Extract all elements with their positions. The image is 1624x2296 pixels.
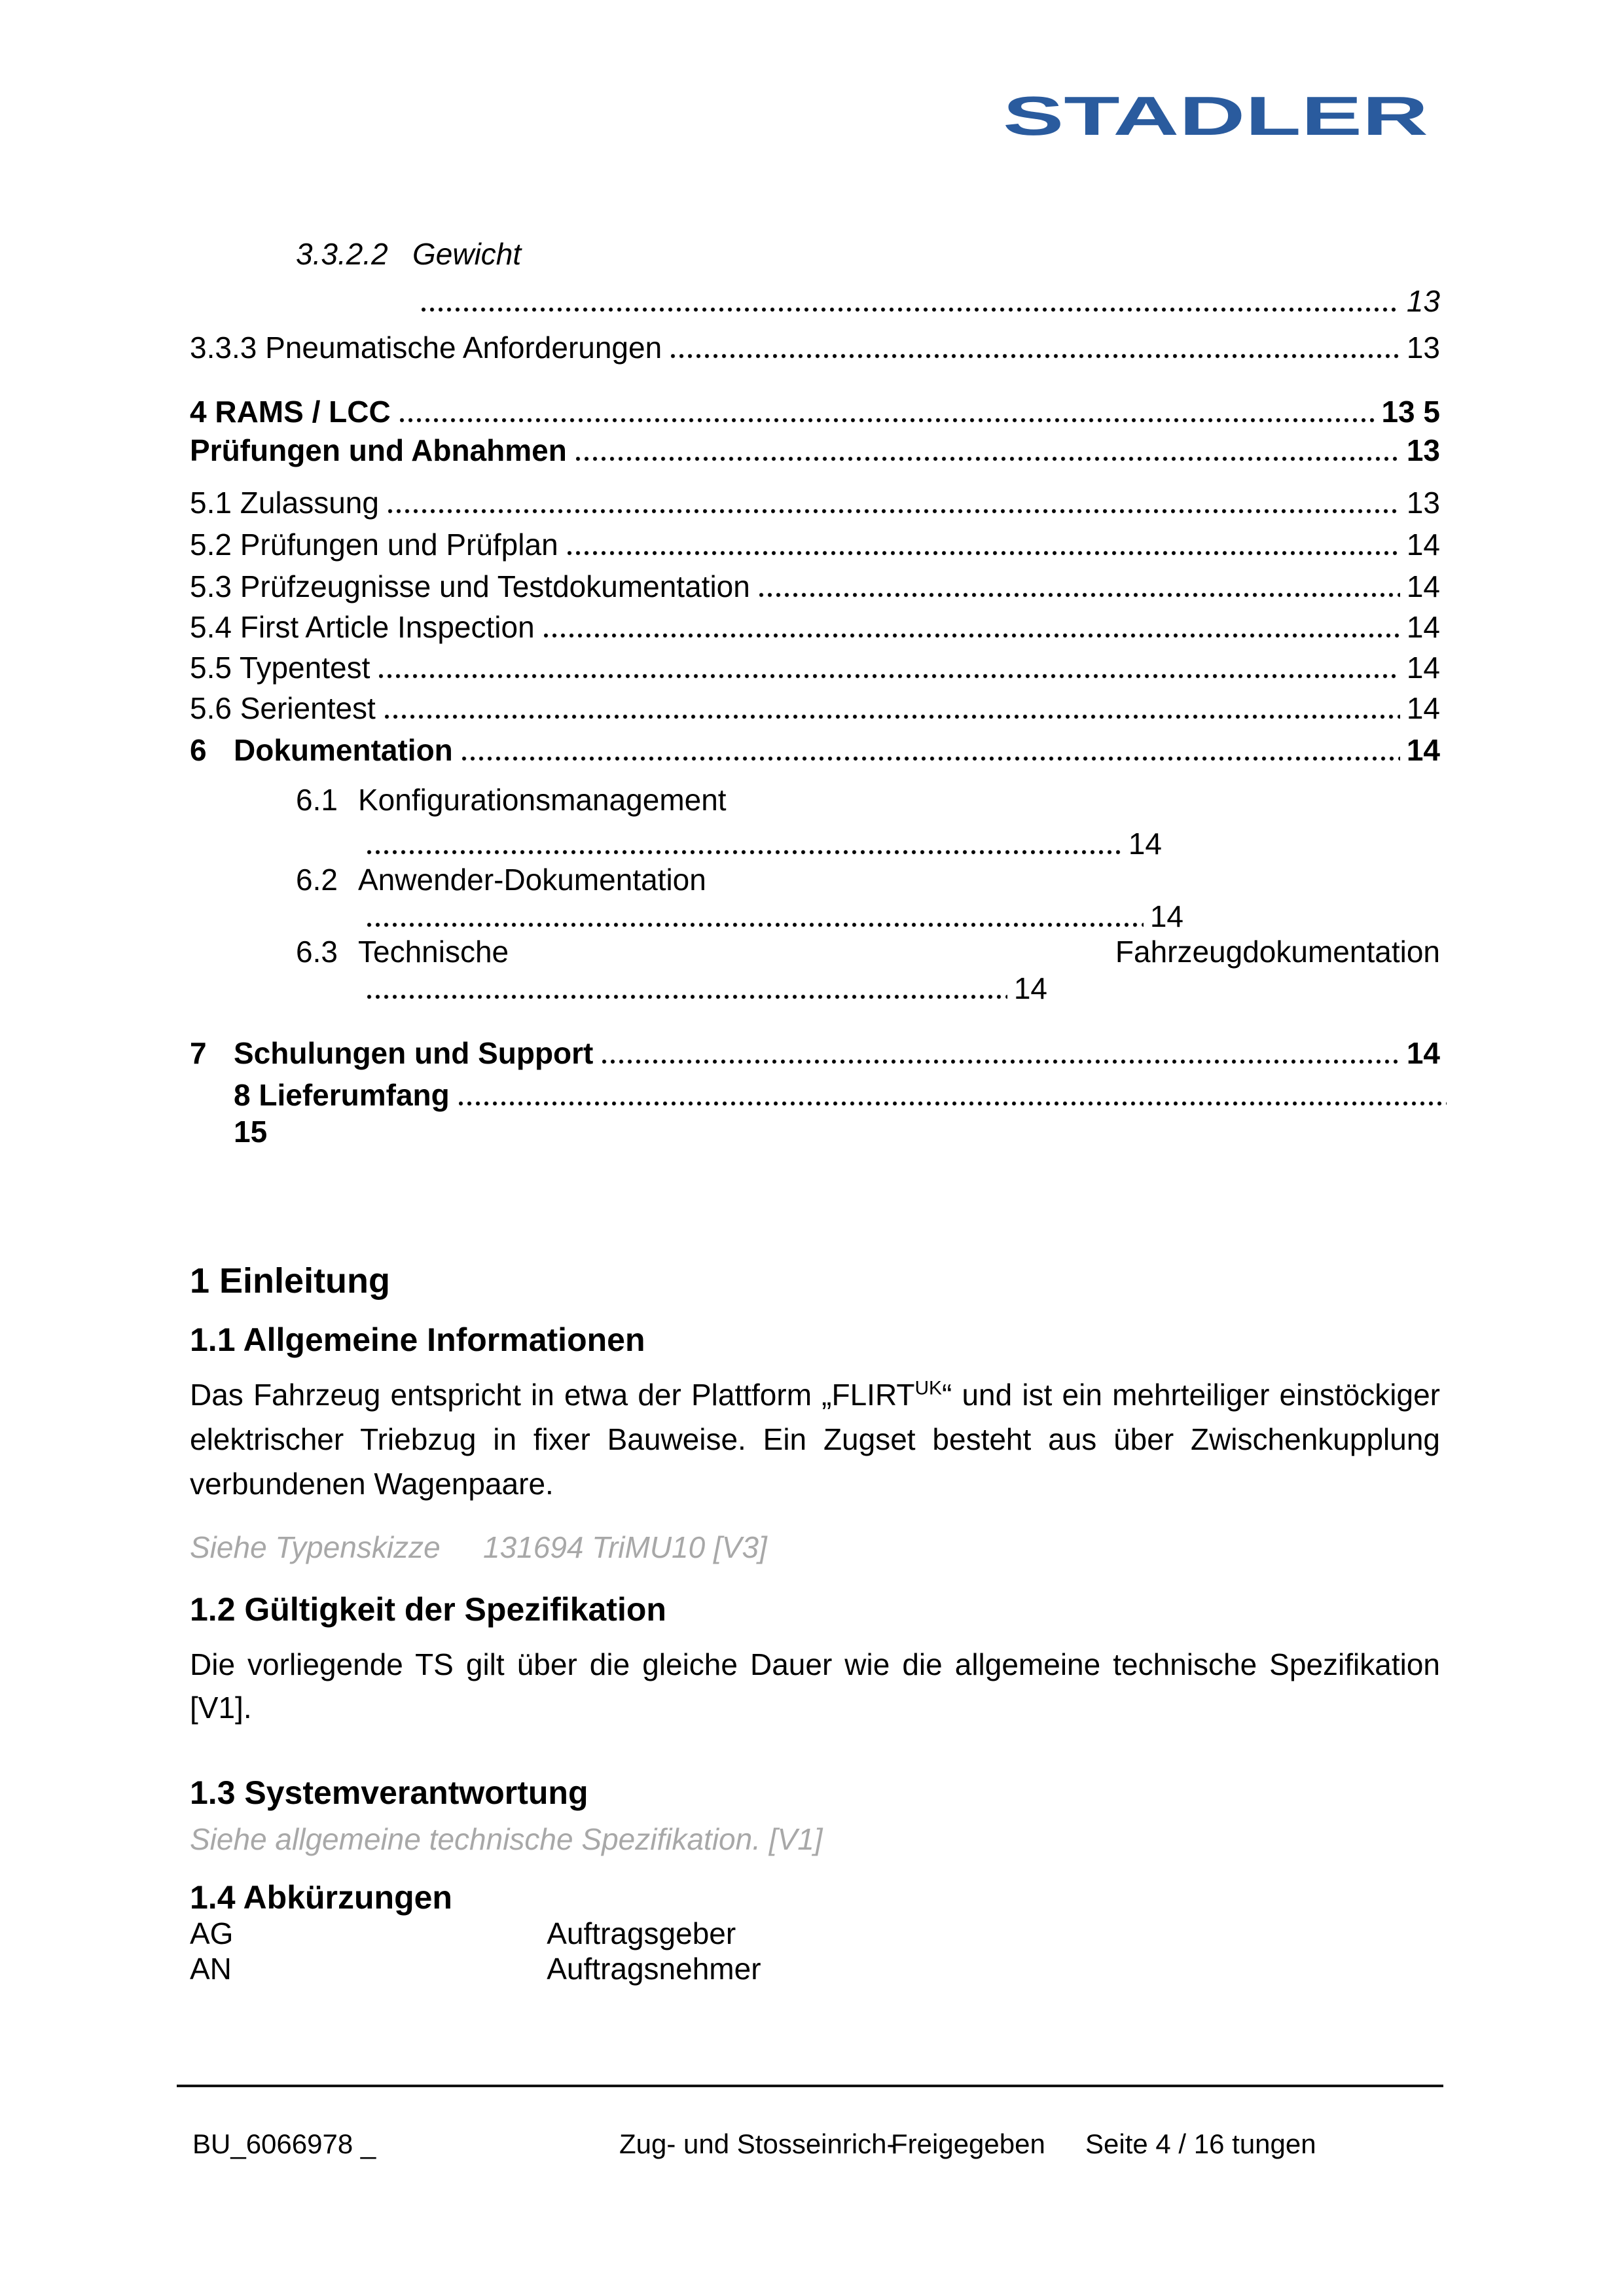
toc-entry-anwender-leader: [358, 899, 1183, 933]
toc-entry-label: 5.6 Serientest: [190, 691, 376, 725]
paragraph-text-before: Das Fahrzeug entspricht in etwa der Plattform „FLIRT: [190, 1378, 915, 1412]
footer-status: Freigegeben: [891, 2128, 1045, 2159]
toc-entry-label: 4 RAMS / LCC: [190, 395, 391, 429]
footer-document-title: Zug- und Stosseinrich-: [619, 2128, 896, 2159]
toc-entry-label: 5.2 Prüfungen und Prüfplan: [190, 528, 558, 562]
footer-page-indicator: Seite 4 / 16 tungen: [1085, 2128, 1316, 2159]
heading-allgemeine-informationen: 1.1 Allgemeine Informationen: [190, 1321, 645, 1358]
toc-entry-pruefungen-abnahmen: [190, 433, 1440, 467]
footer-divider: [177, 2085, 1443, 2087]
toc-entry-pruefplan: [190, 528, 1440, 562]
toc-entry-technische-fahrzeugdokumentation: [296, 935, 1440, 969]
stadler-logo-graphic: [1003, 92, 1435, 144]
toc-entry-label: 3.3.3 Pneumatische Anforderungen: [190, 331, 662, 365]
toc-entry-label: Prüfungen und Abnahmen: [190, 433, 567, 467]
dot-leader: [422, 307, 1400, 312]
toc-entry-dokumentation: [190, 733, 1440, 767]
toc-entry-rams-lcc: [190, 395, 1440, 429]
dot-leader: [576, 456, 1400, 461]
toc-entry-label: Anwender-Dokumentation: [358, 863, 706, 897]
toc-entry-zulassung: [190, 486, 1440, 520]
toc-entry-pruefzeugnisse: [190, 569, 1440, 603]
toc-entry-label: 5.5 Typentest: [190, 651, 370, 685]
abbreviation-meaning: Auftragsgeber: [547, 1916, 736, 1950]
abbreviation-key: AG: [190, 1916, 234, 1950]
toc-page-number: 14: [1406, 733, 1440, 767]
toc-entry-gewicht-leader: [412, 284, 1440, 318]
toc-entry-label: 5.1 Zulassung: [190, 486, 379, 520]
toc-entry-pneumatische: [190, 331, 1440, 365]
note-systemverantwortung: Siehe allgemeine technische Spezifikation. [V1]: [190, 1822, 823, 1856]
dot-leader: [602, 1059, 1399, 1064]
dot-leader: [462, 756, 1400, 761]
toc-page-number: 14: [1406, 569, 1440, 603]
toc-entry-number: 7: [190, 1036, 207, 1070]
paragraph-text-after: “ und ist ein mehrteiliger einstöckiger elektrischer Triebzug in fixer Bauweise. Ein Zugset besteht aus über Zwischenkupplung verbundenen Wagenpaare.: [190, 1378, 1440, 1501]
toc-entry-label: 8 Lieferumfang: [234, 1078, 450, 1112]
toc-entry-serientest: [190, 691, 1440, 725]
toc-entry-label-continued: Fahrzeugdokumentation: [1115, 935, 1440, 969]
toc-entry-technische-leader: [358, 971, 1047, 1005]
toc-page-number: 13: [1406, 486, 1440, 520]
dot-leader: [459, 1101, 1447, 1106]
heading-gueltigkeit: 1.2 Gültigkeit der Spezifikation: [190, 1591, 666, 1628]
dot-leader: [759, 592, 1400, 598]
heading-einleitung: 1 Einleitung: [190, 1261, 391, 1300]
toc-page-number: 13: [1406, 284, 1440, 318]
toc-entry-first-article: [190, 610, 1440, 644]
footer-document-id: BU_6066978 _: [192, 2128, 376, 2159]
toc-page-number: 14: [1406, 528, 1440, 562]
toc-page-number: 14: [1406, 651, 1440, 685]
stadler-logo: [1003, 92, 1435, 147]
toc-page-number: 14: [1128, 827, 1162, 861]
note-typenskizze: [190, 1530, 767, 1564]
paragraph-gueltigkeit: Die vorliegende TS gilt über die gleiche Dauer wie die allgemeine technische Spezifikation [V1].: [190, 1647, 1440, 1725]
toc-entry-number: 3.3.2.2: [296, 237, 388, 271]
dot-leader: [568, 550, 1400, 556]
toc-entry-label: Konfigurationsmanagement: [358, 783, 727, 817]
stadler-logo-text: STADLER: [1003, 92, 1428, 144]
toc-entry-konfigurationsmanagement-leader: [358, 827, 1162, 861]
note-typenskizze-reference: 131694 TriMU10 [V3]: [483, 1530, 767, 1564]
toc-entry-label: Technische: [358, 935, 509, 969]
abbreviation-meaning: Auftragsnehmer: [547, 1952, 761, 1986]
toc-entry-gewicht: [296, 237, 521, 271]
toc-entry-label: Gewicht: [412, 237, 522, 271]
toc-entry-number: 6: [190, 733, 207, 767]
toc-page-number: 14: [1013, 971, 1047, 1005]
dot-leader: [379, 673, 1399, 679]
toc-entry-number: 6.3: [296, 935, 338, 969]
dot-leader: [367, 850, 1122, 855]
toc-entry-typentest: [190, 651, 1440, 685]
dot-leader: [367, 922, 1144, 927]
toc-page-number: 13: [1406, 433, 1440, 467]
toc-entry-konfigurationsmanagement: [296, 783, 727, 817]
toc-page-number: 14: [1149, 899, 1183, 933]
toc-entry-label: Dokumentation: [234, 733, 453, 767]
toc-entry-label: Schulungen und Support: [234, 1036, 594, 1070]
toc-entry-number: 6.1: [296, 783, 338, 817]
toc-page-number: 14: [1406, 1036, 1440, 1070]
note-typenskizze-label: Siehe Typenskizze: [190, 1530, 441, 1564]
flirt-uk-superscript: UK: [914, 1377, 942, 1399]
dot-leader: [400, 418, 1375, 423]
toc-entry-number: 6.2: [296, 863, 338, 897]
paragraph-allgemeine-informationen: [190, 1372, 1440, 1506]
dot-leader: [544, 633, 1400, 638]
heading-systemverantwortung: 1.3 Systemverantwortung: [190, 1774, 588, 1811]
toc-entry-lieferumfang-page: [234, 1115, 267, 1149]
heading-abkuerzungen: 1.4 Abkürzungen: [190, 1879, 452, 1916]
abbreviation-row-an: [190, 1952, 761, 1986]
toc-page-number: 15: [234, 1115, 268, 1149]
dot-leader: [388, 509, 1400, 514]
toc-entry-lieferumfang: [234, 1078, 1447, 1112]
toc-entry-anwender-dokumentation: [296, 863, 706, 897]
dot-leader: [367, 994, 1007, 999]
toc-entry-label: 5.3 Prüfzeugnisse und Testdokumentation: [190, 569, 750, 603]
dot-leader: [385, 714, 1400, 719]
toc-page-number: 13: [1406, 331, 1440, 365]
toc-page-number: 14: [1406, 610, 1440, 644]
abbreviation-row-ag: [190, 1916, 736, 1950]
dot-leader: [671, 353, 1400, 359]
abbreviation-key: AN: [190, 1952, 232, 1986]
toc-page-number: 14: [1406, 691, 1440, 725]
toc-entry-schulungen-support: [190, 1036, 1440, 1070]
toc-page-number: 13 5: [1381, 395, 1440, 429]
toc-entry-label: 5.4 First Article Inspection: [190, 610, 535, 644]
